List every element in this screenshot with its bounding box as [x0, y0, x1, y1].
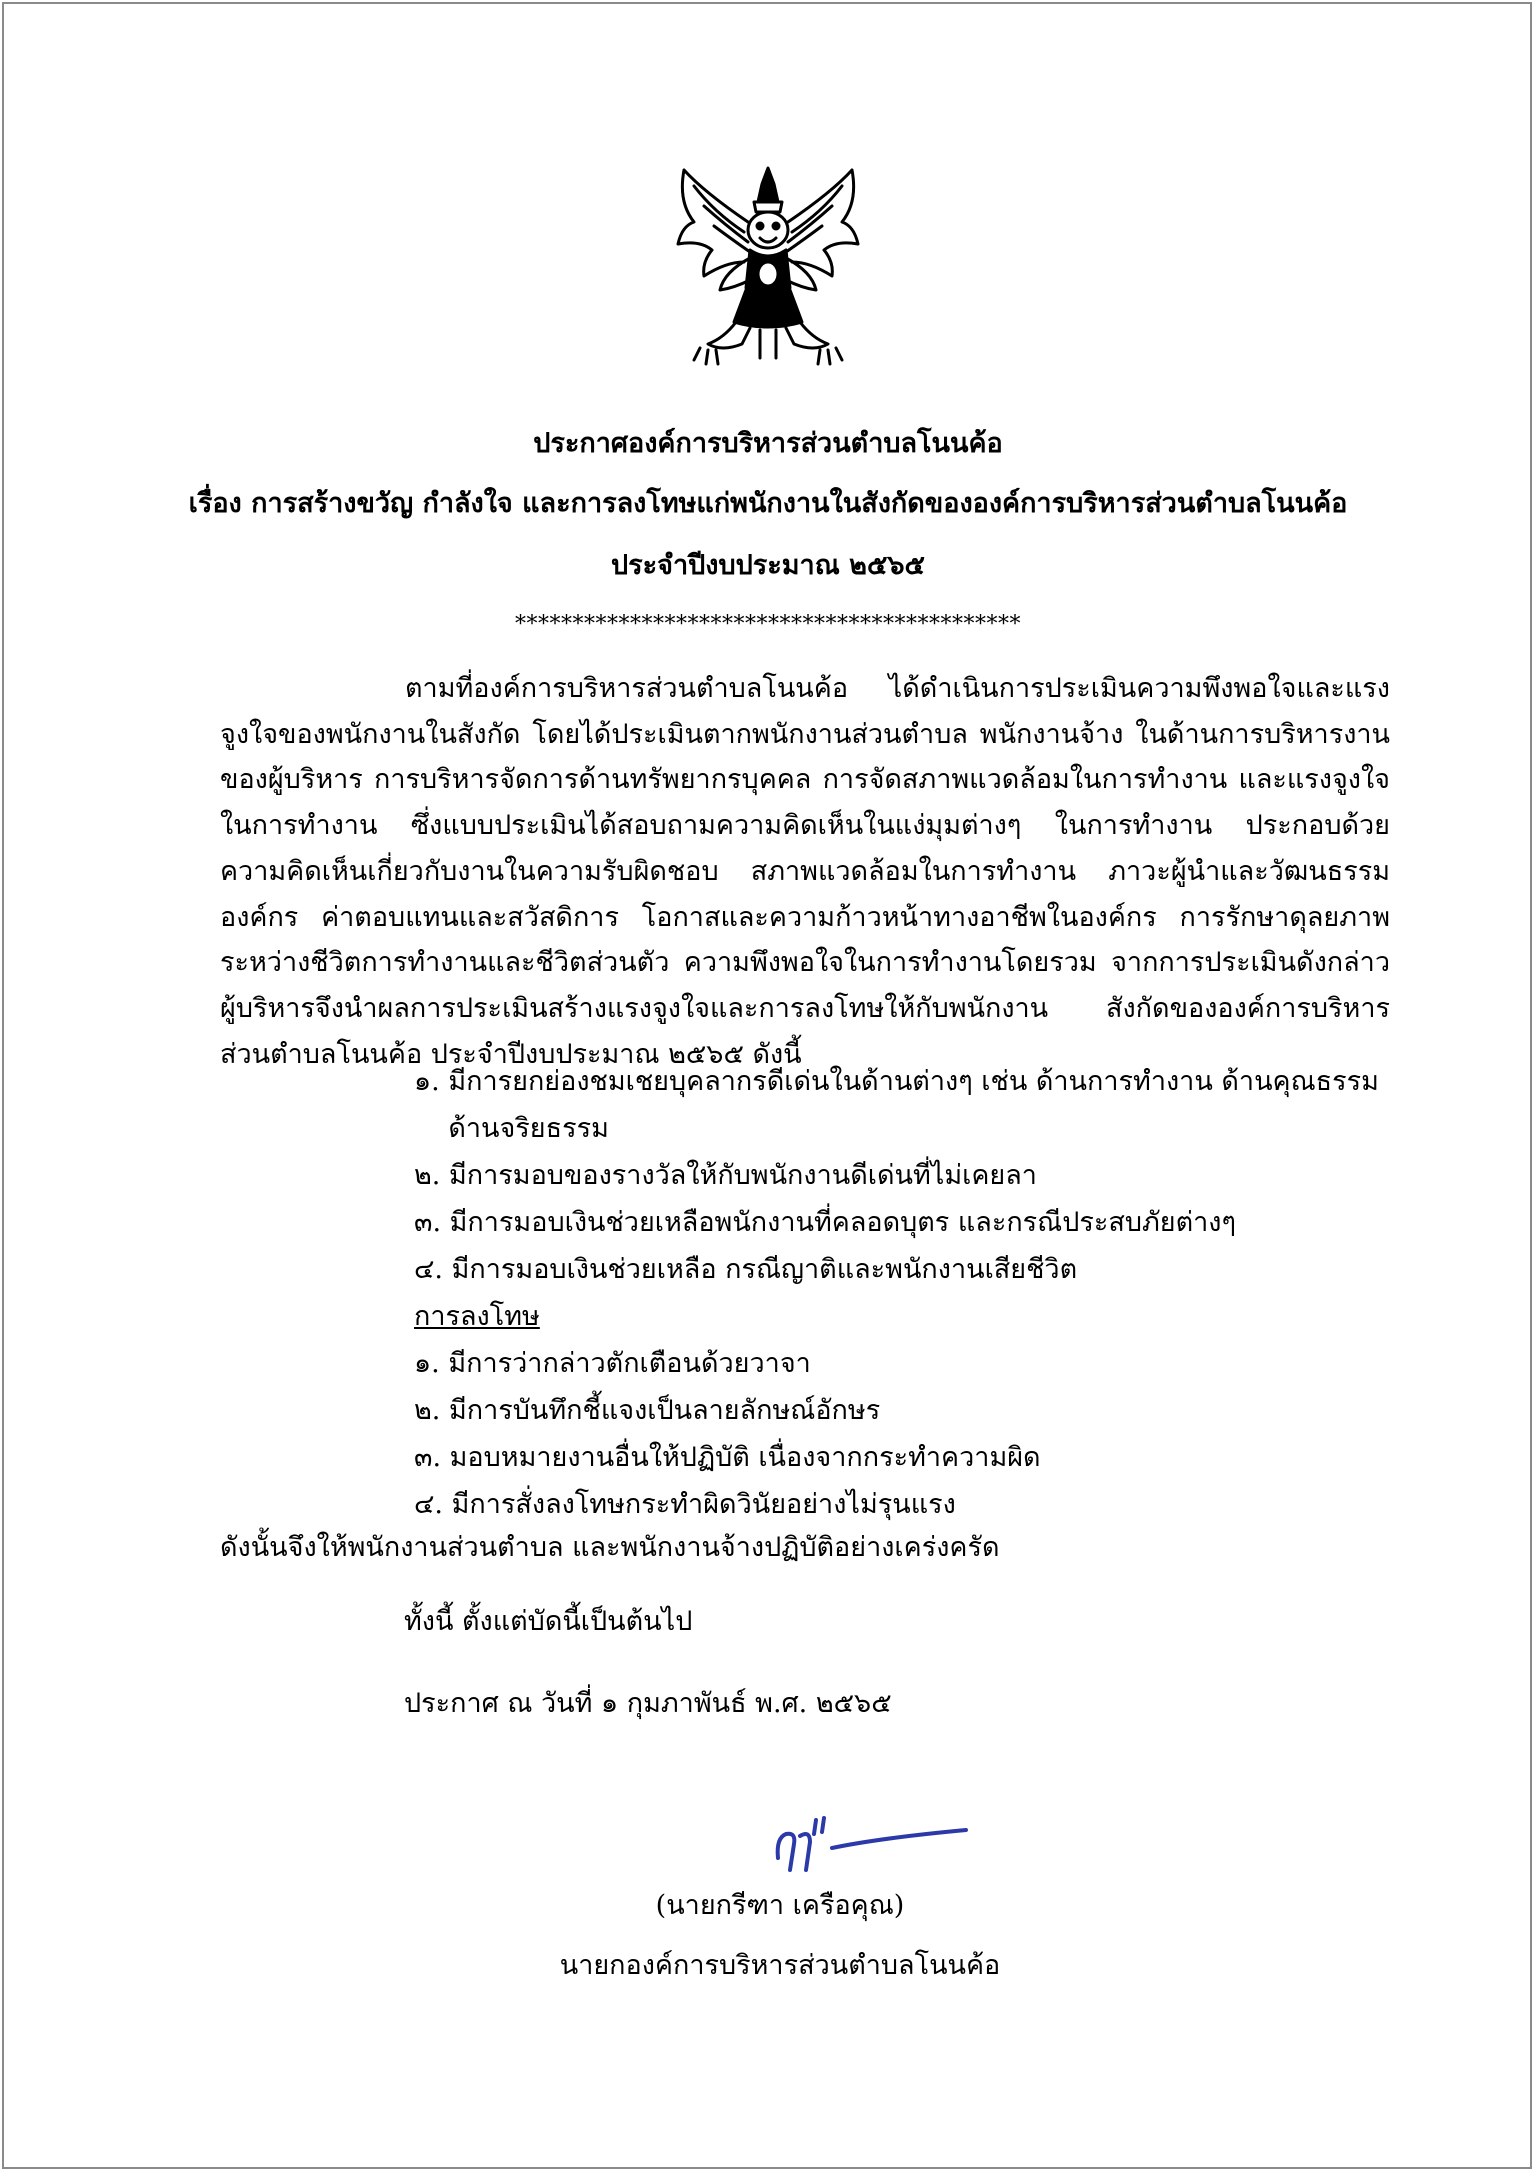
punishment-heading: การลงโทษ	[414, 1301, 540, 1332]
announcement-title: ประกาศองค์การบริหารส่วนตำบลโนนค้อ	[533, 428, 1003, 459]
list-number: ๔.	[414, 1489, 452, 1520]
list-text: มีการยกย่องชมเชยบุคลากรดีเด่นในด้านต่างๆ เช่น ด้านการทำงาน ด้านคุณธรรม ด้านจริยธรรม	[448, 1066, 1379, 1144]
handwritten-signature-icon	[770, 1808, 970, 1878]
rewards-list	[414, 1058, 1394, 1528]
list-number: ๔.	[414, 1254, 452, 1285]
list-item	[414, 1434, 1394, 1481]
paragraph-text: ตามที่องค์การบริหารส่วนตำบลโนนค้อ ได้ดำเนินการประเมินความพึงพอใจและแรงจูงใจของพนักงานในสังกัด โดยได้ประเมินตากพนักงานส่วนตำบล พนักงานจ้าง ในด้านการบริหารงานของผู้บริหาร การบริหารจัดการด้านทรัพยากรบุคคล การจัดสภาพแวดล้อมในการทำงาน และแรงจูงใจในการทำงาน ซึ่งแบบประเมินได้สอบถามความคิดเห็นในแง่มุมต่างๆ ในการทำงาน ประกอบด้วย ความคิดเห็นเกี่ยวกับงานในความรับผิดชอบ สภาพแวดล้อมในการทำงาน ภาวะผู้นำและวัฒนธรรมองค์กร ค่าตอบแทนและสวัสดิการ โอกาสและความก้าวหน้าทางอาชีพในองค์กร การรักษาดุลยภาพระหว่างชีวิตการทำงานและชีวิตส่วนตัว ความพึงพอใจในการทำงานโดยรวม จากการประเมินดังกล่าว ผู้บริหารจึงนำผลการประเมินสร้างแรงจูงใจและการลงโทษให้กับพนักงาน สังกัดขององค์การบริหารส่วนตำบลโนนค้อ ประจำปีงบประมาณ ๒๕๖๕ ดังนี้	[220, 673, 1390, 1070]
list-number: ๒.	[414, 1160, 449, 1191]
effective-date: ทั้งนี้ ตั้งแต่บัดนี้เป็นต้นไป	[404, 1606, 693, 1637]
list-item	[414, 1058, 1394, 1152]
signatory-position: นายกองค์การบริหารส่วนตำบลโนนค้อ	[559, 1950, 1001, 1981]
list-item	[414, 1246, 1394, 1293]
list-text: มีการมอบเงินช่วยเหลือ กรณีญาติและพนักงานเสียชีวิต	[451, 1254, 1078, 1285]
list-number: ๓.	[414, 1442, 450, 1473]
list-text: มีการว่ากล่าวตักเตือนด้วยวาจา	[448, 1348, 811, 1379]
list-item	[414, 1481, 1394, 1528]
list-text: มีการบันทึกชี้แจงเป็นลายลักษณ์อักษร	[448, 1395, 881, 1426]
list-item	[414, 1340, 1394, 1387]
list-text: มีการมอบของรางวัลให้กับพนักงานดีเด่นที่ไม่เคยลา	[448, 1160, 1037, 1191]
list-number: ๓.	[414, 1207, 450, 1238]
list-item	[414, 1387, 1394, 1434]
list-number: ๑.	[414, 1348, 449, 1379]
separator-stars: ********************************************	[515, 612, 1021, 637]
announcement-date: ประกาศ ณ วันที่ ๑ กุมภาพันธ์ พ.ศ. ๒๕๖๕	[404, 1688, 892, 1719]
list-text: มีการมอบเงินช่วยเหลือพนักงานที่คลอดบุตร และกรณีประสบภัยต่างๆ	[449, 1207, 1236, 1238]
list-item	[414, 1152, 1394, 1199]
list-text: มอบหมายงานอื่นให้ปฏิบัติ เนื่องจากกระทำความผิด	[449, 1442, 1041, 1473]
list-number: ๒.	[414, 1395, 449, 1426]
closing-instruction: ดังนั้นจึงให้พนักงานส่วนตำบล และพนักงานจ้างปฏิบัติอย่างเคร่งครัด	[220, 1532, 1000, 1563]
list-item	[414, 1199, 1394, 1246]
list-text: มีการสั่งลงโทษกระทำผิดวินัยอย่างไม่รุนแรง	[451, 1489, 956, 1520]
list-number: ๑.	[414, 1066, 449, 1097]
garuda-emblem-icon	[664, 162, 872, 370]
fiscal-year-line: ประจำปีงบประมาณ ๒๕๖๕	[611, 550, 925, 581]
signatory-name: (นายกรีฑา เครือคุณ)	[655, 1890, 905, 1921]
announcement-subject: เรื่อง การสร้างขวัญ กำลังใจ และการลงโทษแก่พนักงานในสังกัดขององค์การบริหารส่วนตำบลโนนค้อ	[188, 488, 1348, 519]
main-paragraph	[220, 666, 1390, 1077]
